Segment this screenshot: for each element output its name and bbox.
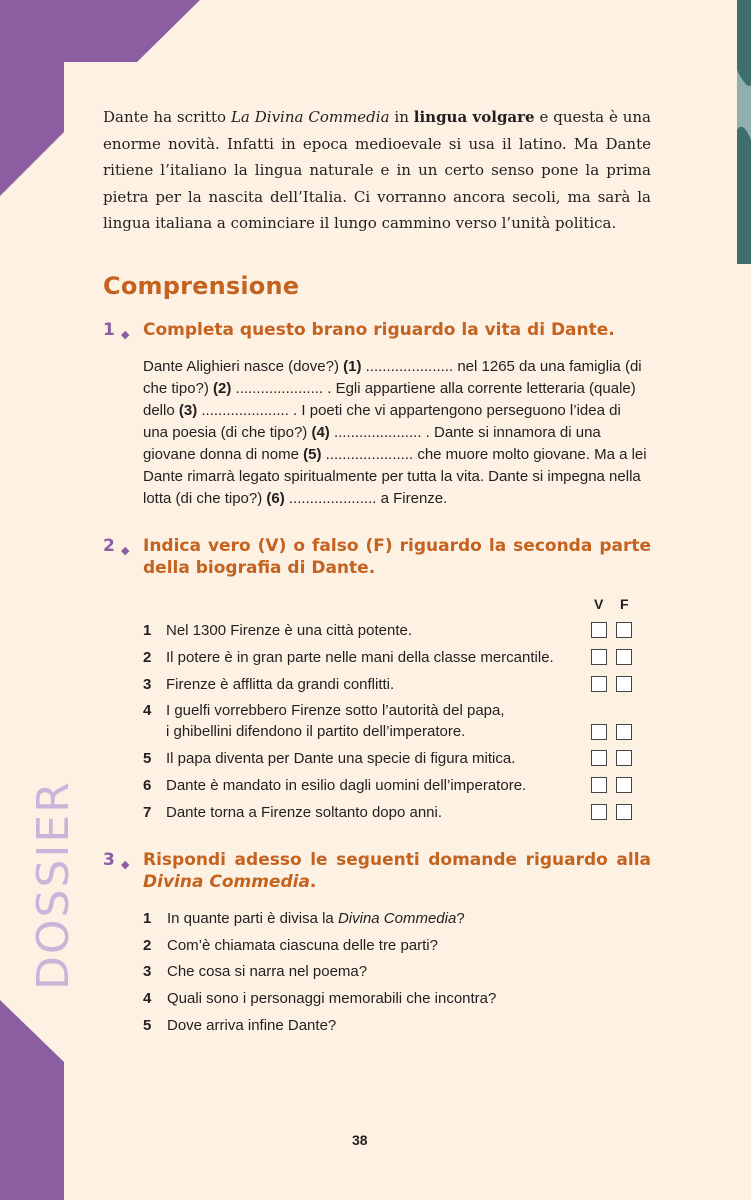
false-checkbox[interactable] (616, 804, 632, 820)
false-checkbox[interactable] (616, 622, 632, 638)
column-f-header: F (620, 596, 629, 612)
column-v-header: V (594, 596, 604, 612)
true-checkbox[interactable] (591, 649, 607, 665)
true-checkbox[interactable] (591, 724, 607, 740)
false-checkbox[interactable] (616, 777, 632, 793)
exercise-instruction: Indica vero (V) o falso (F) riguardo la seconda parte della biografia di Dante. (143, 536, 651, 578)
true-checkbox[interactable] (591, 622, 607, 638)
intro-bold: lingua volgare (413, 108, 535, 126)
exercise-3-heading (103, 849, 651, 895)
true-checkbox[interactable] (591, 676, 607, 692)
false-checkbox[interactable] (616, 750, 632, 766)
edge-tab-decoration (737, 0, 751, 264)
false-checkbox[interactable] (616, 676, 632, 692)
exercise-instruction: Rispondi adesso le seguenti domande riguardo alla Divina Commedia. (143, 850, 651, 892)
exercise-1-heading (103, 319, 651, 343)
diamond-icon: ◆ (121, 544, 130, 557)
side-label-dossier: DOSSIER (28, 780, 79, 990)
section-title: Comprensione (103, 272, 300, 300)
intro-title-italic: La Divina Commedia (230, 108, 390, 126)
exercise-number: 3 (103, 850, 115, 870)
false-checkbox[interactable] (616, 724, 632, 740)
diamond-icon: ◆ (121, 328, 130, 341)
exercise-instruction: Completa questo brano riguardo la vita di Dante. (143, 320, 615, 340)
exercise-number: 1 (103, 320, 115, 340)
exercise-1-text: Dante Alighieri nasce (dove?) (1) ..................... nel 1265 da una famiglia (di che tipo?) (2) ..................... . Egli appartiene alla corrente letteraria (quale) dello (3) ..................... . I poeti che vi appartengono perseguono l’idea di una poesia (di che tipo?) (4) ..................... . Dante si innamora di una giovane donna di nome (5) ..................... che muore molto giovane. Ma a lei Dante rimarrà legato spiritualmente per tutta la vita. Dante si impegna nella lotta (di che tipo?) (6) ..................... a Firenze. (143, 358, 647, 507)
page-number: 38 (352, 1132, 368, 1148)
intro-paragraph: Dante ha scritto La Divina Commedia in lingua volgare e questa è una enorme novità. Infatti in epoca medioevale si usa il latino. Ma Dante ritiene l’italiano la lingua naturale e in un certo senso pone la prima pietra per la nascita dell’Italia. Ci vorranno ancora secoli, ma sarà la lingua italiana a cominciare il lungo cammino verso l’unità politica. (103, 108, 651, 232)
false-checkbox[interactable] (616, 649, 632, 665)
true-checkbox[interactable] (591, 777, 607, 793)
diamond-icon: ◆ (121, 858, 130, 871)
exercise-2-heading (103, 535, 651, 581)
true-checkbox[interactable] (591, 750, 607, 766)
true-checkbox[interactable] (591, 804, 607, 820)
exercise-number: 2 (103, 536, 115, 556)
